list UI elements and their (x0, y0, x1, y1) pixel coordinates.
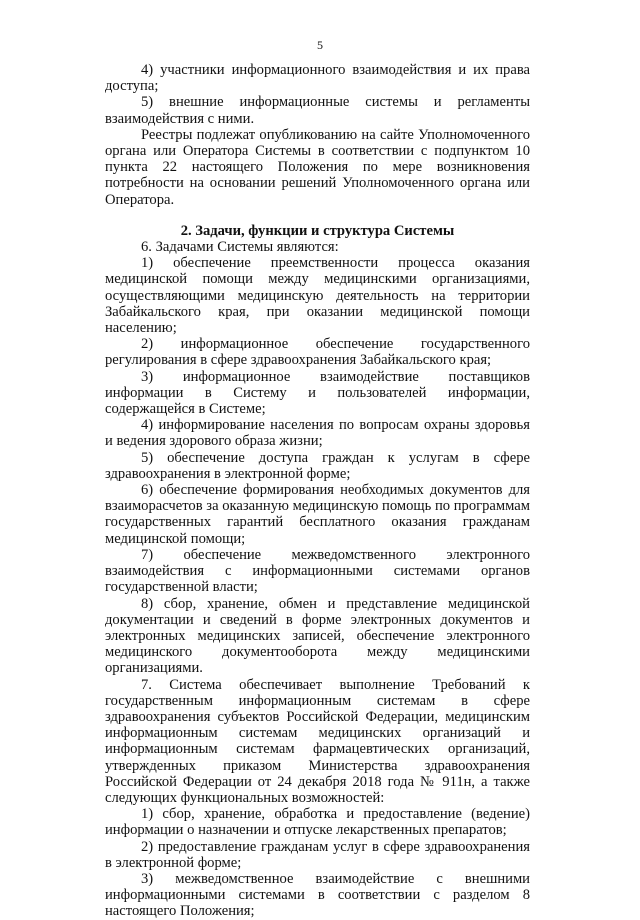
paragraph: 3) информационное взаимодействие поставщиков информации в Систему и пользователей информации, содержащейся в Системе; (105, 368, 530, 418)
paragraph: 5) внешние информационные системы и регламенты взаимодействия с ними. (105, 94, 530, 127)
paragraph: 4) участники информационного взаимодействия и их права доступа; (105, 62, 530, 95)
paragraph: 4) информирование населения по вопросам охраны здоровья и ведения здорового образа жизни; (105, 417, 530, 450)
paragraph: 2) информационное обеспечение государственного регулирования в сфере здравоохранения Забайкальского края; (105, 336, 530, 369)
paragraph: 6. Задачами Системы являются: (141, 239, 339, 256)
document-body (105, 62, 530, 920)
section-heading: 2. Задачи, функции и структура Системы (180, 222, 455, 239)
paragraph: 8) сбор, хранение, обмен и представление медицинской документации и сведений в форме электронных документов и электронных медицинских записей, обеспечение электронного медицинского документооборота между медицинскими организациями. (105, 595, 530, 677)
paragraph: 2) предоставление гражданам услуг в сфере здравоохранения в электронной форме; (105, 838, 530, 871)
paragraph: 5) обеспечение доступа граждан к услугам в сфере здравоохранения в электронной форме; (105, 449, 530, 482)
paragraph: 7) обеспечение межведомственного электронного взаимодействия с информационными системами органов государственной власти; (105, 546, 530, 596)
paragraph: Реестры подлежат опубликованию на сайте Уполномоченного органа или Оператора Системы в соответствии с подпунктом 10 пункта 22 настоящего Положения по мере возникновения потребности на основании решений Уполномоченного органа или Оператора. (105, 126, 530, 208)
paragraph: 6) обеспечение формирования необходимых документов для взаиморасчетов за оказанную медицинскую помощь по программам государственных гарантий бесплатного оказания гражданам медицинской помощи; (105, 482, 530, 547)
paragraph: 3) межведомственное взаимодействие с внешними информационными системами в соответствии с разделом 8 настоящего Положения; (105, 870, 530, 920)
page-number: 5 (317, 38, 323, 52)
paragraph: 7. Система обеспечивает выполнение Требований к государственным информационным системам в сфере здравоохранения субъектов Российской Федерации, медицинским информационным системам медицинских организаций и информационным системам фармацевтических организаций, утвержденных приказом Министерства здравоохранения Российской Федерации от 24 декабря 2018 года № 911н, а также следующих функциональных возможностей: (105, 676, 530, 806)
paragraph: 1) сбор, хранение, обработка и предоставление (ведение) информации о назначении и отпуске лекарственных препаратов; (105, 806, 530, 839)
paragraph: 1) обеспечение преемственности процесса оказания медицинской помощи между медицинскими организациями, осуществляющими медицинскую деятельность на территории Забайкальского края, при оказании медицинской помощи населению; (105, 255, 530, 337)
